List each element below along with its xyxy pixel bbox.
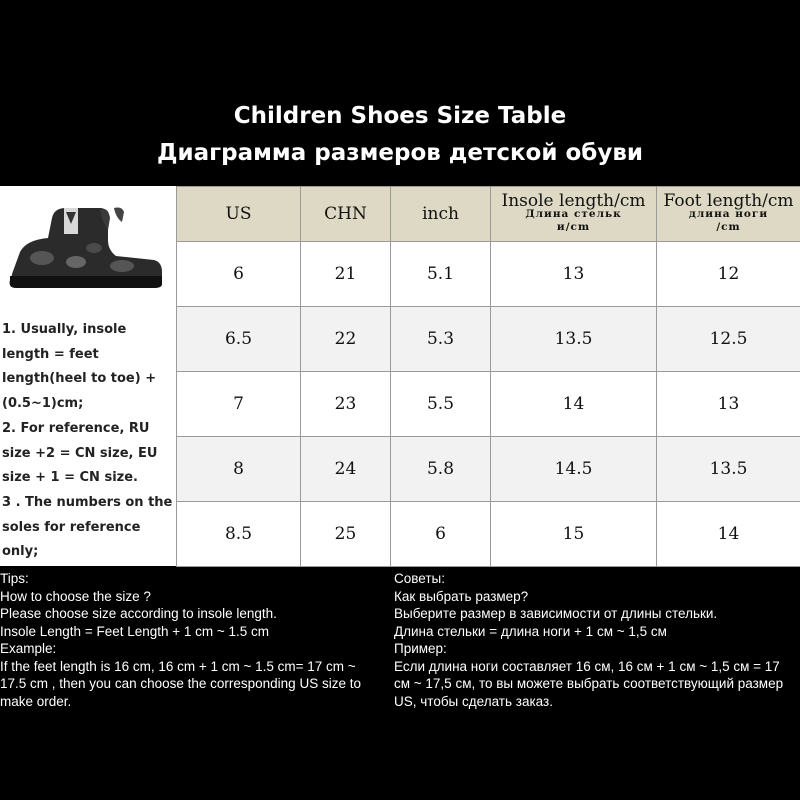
tip-line: Выберите размер в зависимости от длины стельки. bbox=[394, 606, 718, 621]
table-row bbox=[177, 307, 800, 372]
header-foot-en: Foot length/cm bbox=[663, 190, 794, 211]
table-row bbox=[177, 437, 800, 502]
header-chn: CHN bbox=[301, 187, 391, 242]
cell-foot: 13 bbox=[657, 372, 800, 437]
cell-foot: 12 bbox=[657, 242, 800, 307]
header-insole-en: Insole length/cm bbox=[501, 190, 646, 211]
cell-chn: 24 bbox=[301, 437, 391, 502]
tip-line: Пример: bbox=[394, 641, 447, 656]
cell-insole: 13.5 bbox=[491, 307, 657, 372]
note-line: length(heel to toe) + bbox=[2, 371, 157, 387]
cell-chn: 22 bbox=[301, 307, 391, 372]
size-table bbox=[176, 186, 800, 567]
cell-chn: 25 bbox=[301, 502, 391, 567]
cell-inch: 5.1 bbox=[391, 242, 491, 307]
title-english: Children Shoes Size Table bbox=[233, 103, 567, 129]
cell-inch: 5.8 bbox=[391, 437, 491, 502]
tip-line: Как выбрать размер? bbox=[394, 588, 529, 604]
header-foot-ru-1: длина ноги bbox=[688, 207, 769, 220]
cell-chn: 21 bbox=[301, 242, 391, 307]
left-panel bbox=[0, 186, 176, 566]
note-line: 3 . The numbers on the bbox=[2, 494, 173, 510]
cell-us: 6.5 bbox=[177, 307, 301, 372]
tip-line: Insole Length = Feet Length + 1 cm ~ 1.5 cm bbox=[0, 623, 270, 639]
tip-line: If the feet length is 16 cm, 16 cm + 1 cm ~ 1.5 cm= 17 cm ~ bbox=[0, 658, 356, 674]
table-row bbox=[177, 372, 800, 437]
tip-line: Советы: bbox=[394, 571, 445, 586]
header-insole-ru-2: и/cm bbox=[556, 220, 591, 233]
cell-inch: 6 bbox=[391, 502, 491, 567]
tips-english bbox=[0, 570, 386, 710]
header-foot-ru-2: /cm bbox=[716, 220, 741, 233]
header-insole-ru-1: Длина стельк bbox=[525, 207, 622, 220]
cell-us: 8.5 bbox=[177, 502, 301, 567]
cell-foot: 14 bbox=[657, 502, 800, 567]
tip-line: 17.5 cm , then you can choose the corresponding US size to bbox=[0, 676, 361, 691]
cell-inch: 5.3 bbox=[391, 307, 491, 372]
tip-line: Длина стельки = длина ноги + 1 см ~ 1,5 см bbox=[394, 623, 667, 639]
header-inch: inch bbox=[391, 187, 491, 242]
tip-line: Tips: bbox=[0, 571, 29, 586]
note-line: length = feet bbox=[2, 346, 99, 362]
table-header-row bbox=[177, 187, 800, 242]
tip-line: Example: bbox=[0, 641, 57, 656]
cell-insole: 14.5 bbox=[491, 437, 657, 502]
tip-line: make order. bbox=[0, 693, 72, 709]
tips-russian bbox=[394, 570, 800, 710]
tip-line: US, чтобы сделать заказ. bbox=[394, 693, 553, 709]
cell-us: 7 bbox=[177, 372, 301, 437]
note-line: 1. Usually, insole bbox=[2, 322, 127, 337]
table-row bbox=[177, 242, 800, 307]
header-us: US bbox=[177, 187, 301, 242]
tip-line: см ~ 17,5 см, то вы можете выбрать соответствующий размер bbox=[394, 676, 784, 691]
header-foot-length bbox=[657, 187, 800, 242]
boot-image bbox=[4, 200, 164, 290]
tip-line: How to choose the size ? bbox=[0, 588, 151, 604]
header-insole-length bbox=[491, 187, 657, 242]
cell-insole: 13 bbox=[491, 242, 657, 307]
table-row bbox=[177, 502, 800, 567]
note-line: soles for reference bbox=[2, 519, 141, 535]
note-line: (0.5~1)cm; bbox=[2, 396, 84, 412]
cell-chn: 23 bbox=[301, 372, 391, 437]
tip-line: Если длина ноги составляет 16 см, 16 см + 1 см ~ 1,5 см = 17 bbox=[394, 658, 780, 674]
cell-insole: 14 bbox=[491, 372, 657, 437]
cell-foot: 13.5 bbox=[657, 437, 800, 502]
tip-line: Please choose size according to insole length. bbox=[0, 606, 277, 621]
cell-us: 8 bbox=[177, 437, 301, 502]
note-line: size + 1 = CN size. bbox=[2, 470, 138, 486]
cell-insole: 15 bbox=[491, 502, 657, 567]
cell-inch: 5.5 bbox=[391, 372, 491, 437]
title-russian: Диаграмма размеров детской обуви bbox=[156, 140, 644, 166]
note-line: size +2 = CN size, EU bbox=[2, 445, 158, 461]
note-line: only; bbox=[2, 544, 39, 560]
note-line: 2. For reference, RU bbox=[2, 420, 150, 436]
cell-foot: 12.5 bbox=[657, 307, 800, 372]
cell-us: 6 bbox=[177, 242, 301, 307]
size-notes bbox=[2, 318, 176, 565]
